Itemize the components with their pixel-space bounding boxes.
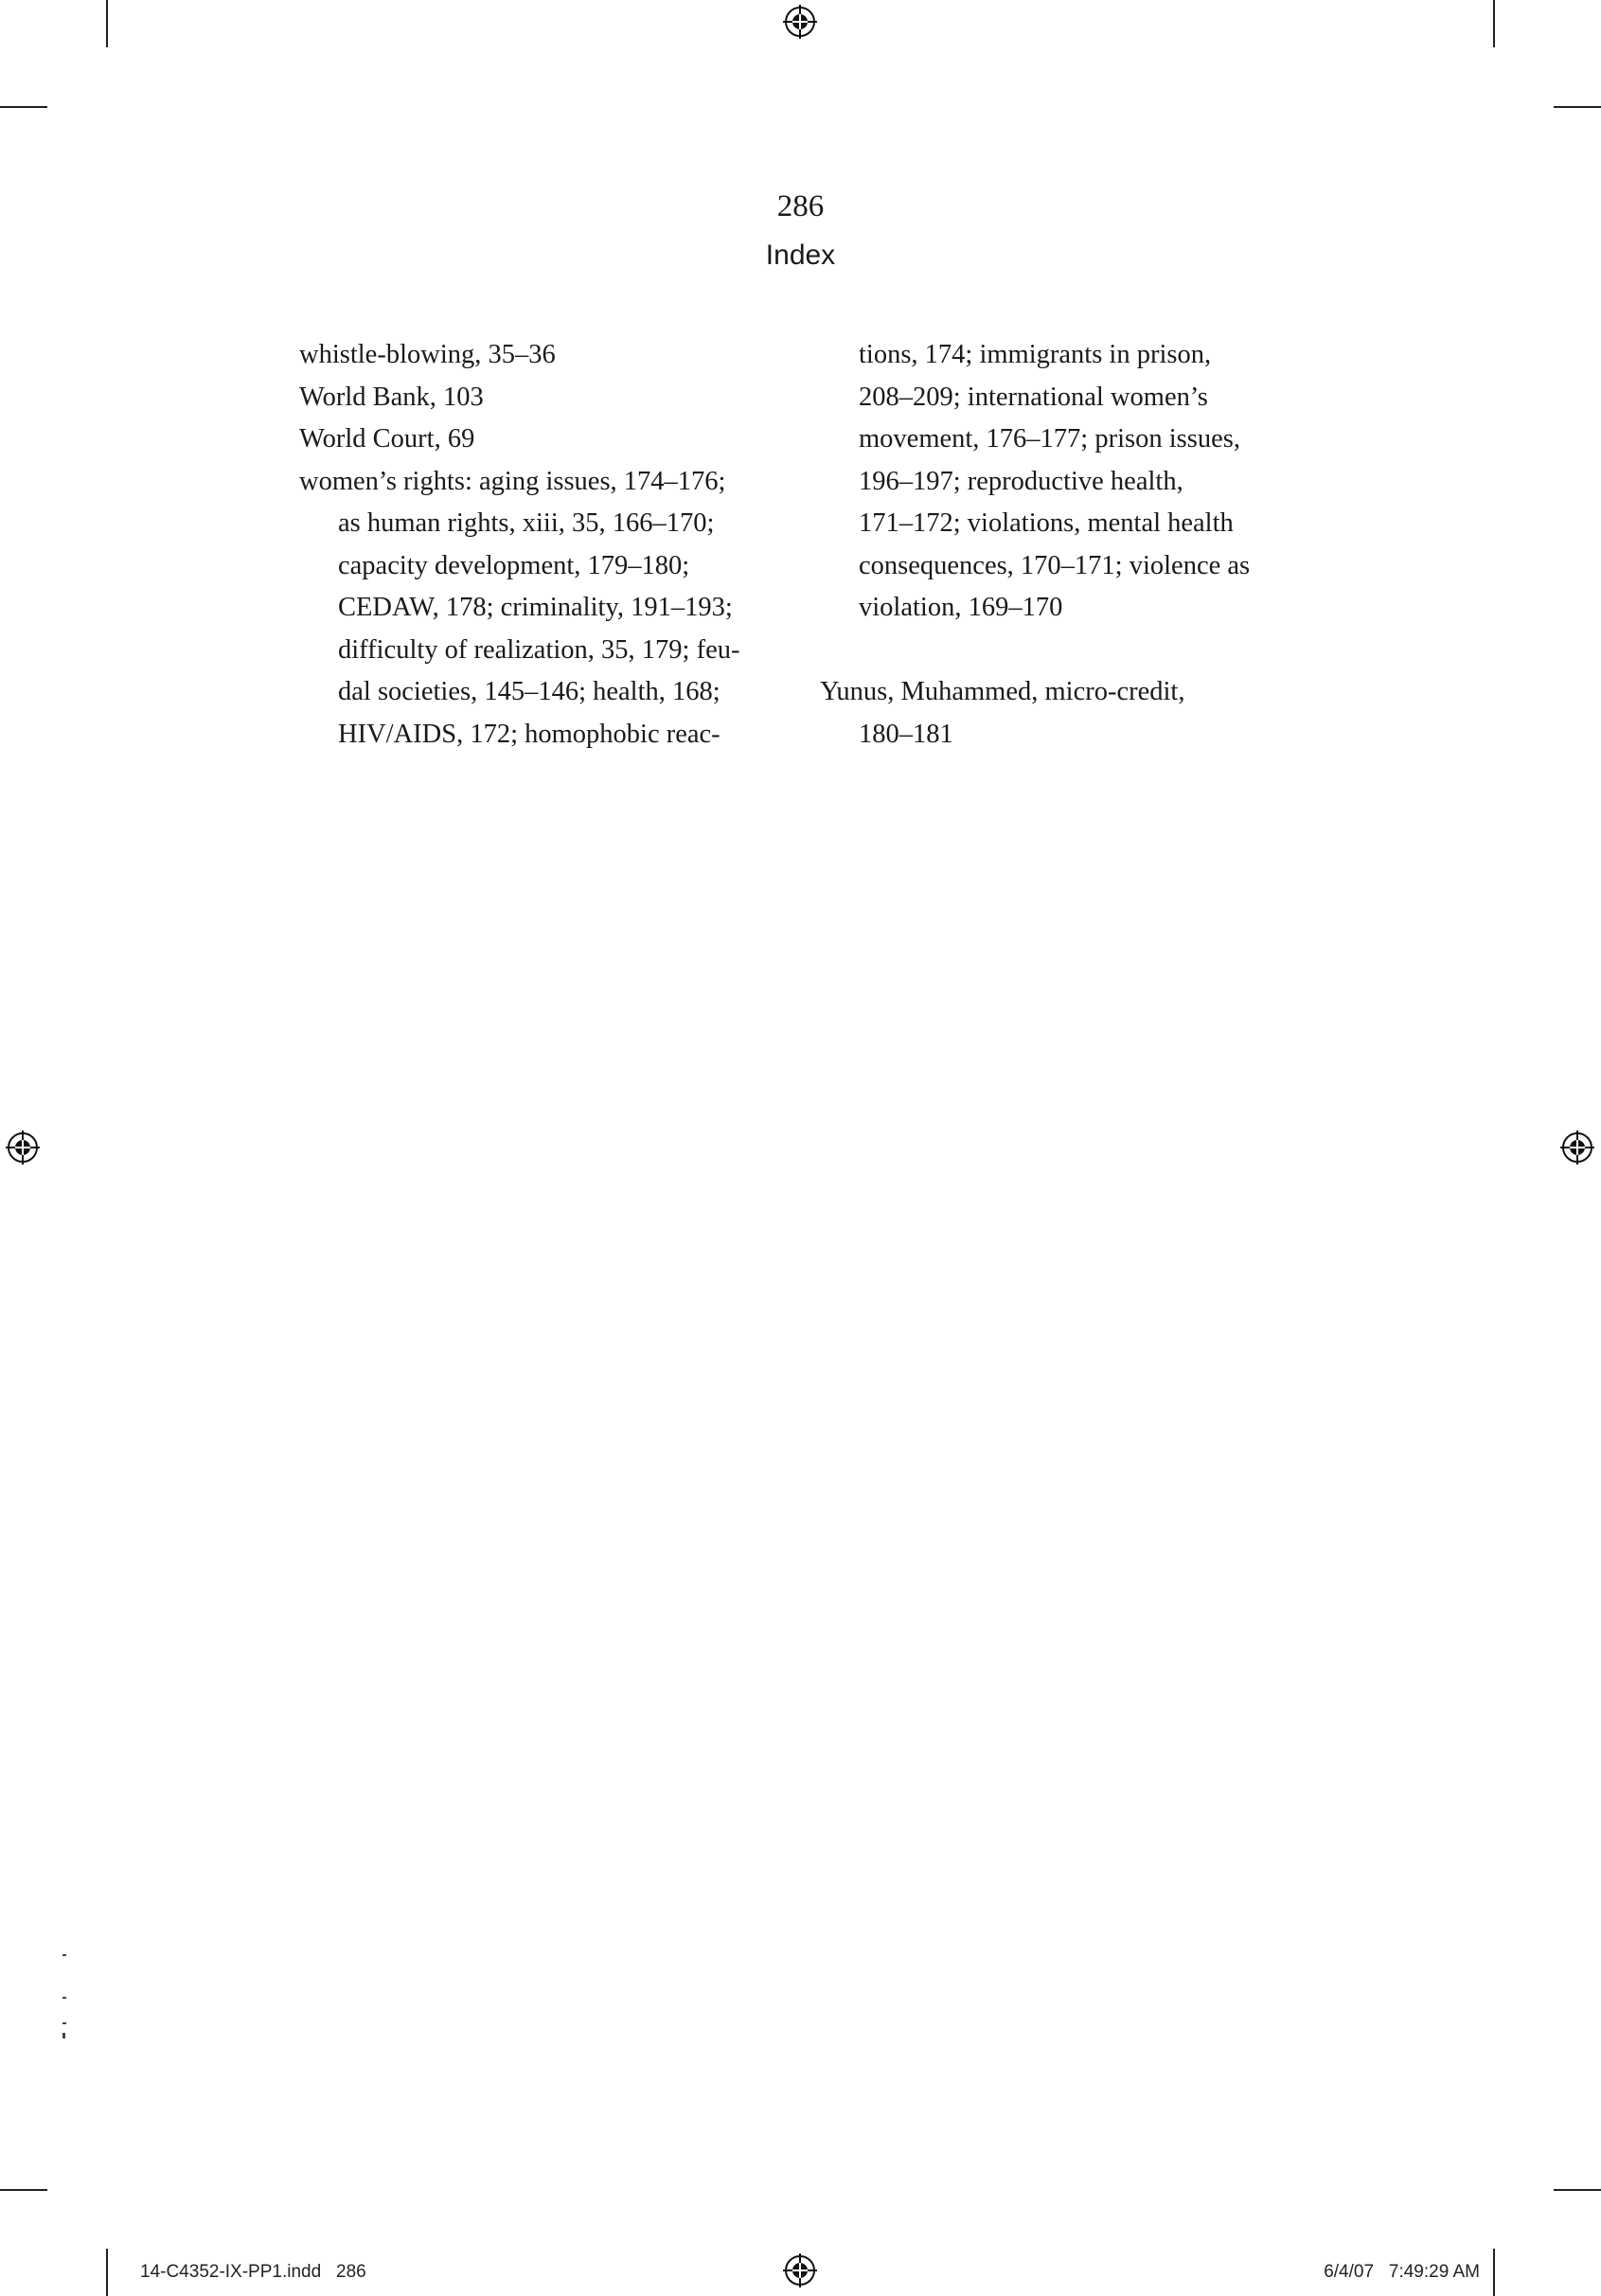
entry-line: consequences, 170–171; violence as xyxy=(859,550,1251,580)
crop-mark-right-bottom xyxy=(1554,2189,1601,2191)
index-entry xyxy=(299,334,782,377)
crop-mark-left-bottom xyxy=(0,2189,47,2191)
entry-line: capacity development, 179–180; xyxy=(338,550,690,580)
margin-tick xyxy=(62,1997,66,1999)
crop-mark-top-left xyxy=(106,0,108,47)
crop-mark-left-top xyxy=(0,106,47,108)
entry-line: CEDAW, 178; criminality, 191–193; xyxy=(338,593,733,622)
crop-mark-top-right xyxy=(1493,0,1495,47)
registration-mark-bottom-icon xyxy=(783,2253,817,2287)
entry-line: 180–181 xyxy=(859,719,953,749)
letter-group-gap xyxy=(820,630,1312,672)
entry-line: as human rights, xiii, 35, 166–170; xyxy=(338,508,715,538)
entry-line: HIV/AIDS, 172; homophobic reac- xyxy=(338,719,720,749)
margin-tick xyxy=(62,1954,66,1956)
entry-line: women’s rights: aging issues, 174–176; xyxy=(299,466,726,496)
entry-line: World Court, 69 xyxy=(299,424,475,454)
entry-line: difficulty of realization, 35, 179; feu- xyxy=(338,634,740,665)
registration-mark-top-icon xyxy=(783,5,817,39)
entry-line: 208–209; international women’s xyxy=(859,382,1208,412)
entry-line: tions, 174; immigrants in prison, xyxy=(859,340,1212,369)
entry-line: Yunus, Muhammed, micro-credit, xyxy=(820,677,1185,706)
index-column-right xyxy=(820,334,1312,756)
index-entry-continuation xyxy=(820,334,1312,630)
index-entry xyxy=(820,671,1312,756)
margin-tick xyxy=(62,2033,65,2038)
registration-mark-right-icon xyxy=(1560,1130,1594,1165)
index-entry xyxy=(299,377,782,419)
slug-date: 6/4/07 xyxy=(1324,2262,1375,2282)
index-column-left xyxy=(299,334,782,756)
entry-line: movement, 176–177; prison issues, xyxy=(859,424,1240,454)
running-head: Index xyxy=(765,240,836,271)
page-number: 286 xyxy=(776,189,825,223)
entry-line: 196–197; reproductive health, xyxy=(859,466,1183,496)
index-entry xyxy=(299,461,782,756)
slug-timestamp xyxy=(1324,2262,1480,2283)
slug-time: 7:49:29 AM xyxy=(1388,2262,1480,2282)
margin-tick xyxy=(62,2022,66,2024)
crop-mark-bottom-left xyxy=(106,2249,108,2296)
entry-line: violation, 169–170 xyxy=(859,593,1063,622)
registration-mark-left-icon xyxy=(6,1130,40,1165)
entry-line: 171–172; violations, mental health xyxy=(859,508,1234,538)
slug-file-info: 14-C4352-IX-PP1.indd 286 xyxy=(140,2262,366,2282)
crop-mark-bottom-right xyxy=(1493,2249,1495,2296)
entry-line: World Bank, 103 xyxy=(299,382,484,412)
entry-line: dal societies, 145–146; health, 168; xyxy=(338,677,720,706)
crop-mark-right-top xyxy=(1554,106,1601,108)
index-entry xyxy=(299,418,782,461)
entry-line: whistle-blowing, 35–36 xyxy=(299,340,556,369)
